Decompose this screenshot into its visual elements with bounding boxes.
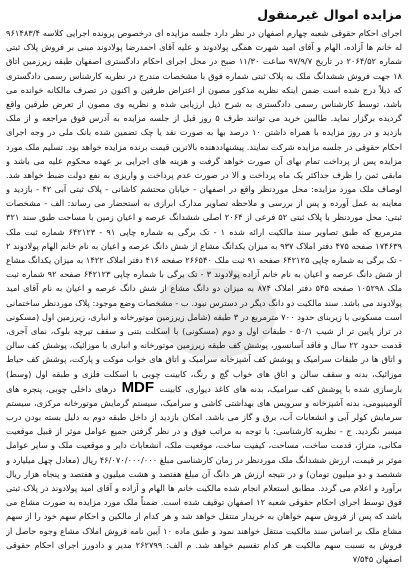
notice-body bbox=[6, 26, 402, 566]
notice-body-text-part-1: اجرای احکام حقوقی شعبه چهارم اصفهان در نظر دارد جلسه مزایده ای درخصوص پرونده اجرایی کلاسه ۹۶۱۴۸۳/۴ له خانم ها آزاده، الهام و آقای امید شهرت همگی پولادوند و علیه آقای احمدرضا پولادوند مبنی بر فروش پلاک ثبتی شماره ۲۰۶۴/۵۲ در تاریخ ۹۷/۹/۷ ساعت ۱۱/۳۰ صبح در محل اجرای احکام دادگستری اصفهان طبقه زیرزمین اتاق ۱۸ جهت فروش ششدانگ ملک به پلاک ثبتی شماره فوق با مشخصات مندرج در نظریه کارشناس رسمی دادگستری که ذیلاً درج شده است ضمن اینکه نظریه مذکور مصون از اعتراض طرفین و اکنون در تصرف مالکانه خوانده می باشد، توسط کارشناس رسمی دادگستری به شرح ذیل ارزیابی شده و نظریه وی مصون از تعرض طرفین واقع گردیده برگزار نماید. طالبین خرید می توانند طرف ۵ روز قبل از جلسه مزایده به آدرس فوق مراجعه و از ملک بازدید و در روز مزایده با همراه داشتن ۱۰ درصد بها به صورت نقد یا چک تضمین شده بانک ملی در وجه اجرای احکام حقوقی در جلسه مزایده شرکت نمایند. پیشنهاددهنده بالاترین قیمت برنده مزایده خواهد بود. تسلیم ملک مورد مزایده پس از پرداخت تمام بهای آن صورت خواهد گرفت و هزینه های اجرایی بر عهده محکوم علیه می باشد و مابقی ثمن را ظرف حداکثر یک ماه پرداخت و الا در صورت عدم پرداخت و واریزی به نفع دولت ضبط خواهد شد. اوصاف ملک مورد مزایده: محل موردنظر واقع در اصفهان - خیابان محتشم کاشانی - پلاک ثبتی آبی ۴۲ - بازدید و معاینه به عمل آورده و پس از بررسی و ملاحظه تصاویر مدارک ابرازی به استحضار می رساند: الف - مشخصات ثبتی: محل موردنظر با پلاک ثبتی ۵۲ فرعی از ۲۰۶۴ اصلی ششدانگ عرصه و اعیان زمین با مساحت طبق سند ۳۲۱ مترمربع که طبق تصاویر سند مالکیت ارائه شده ۱ - تک برگی به شماره چاپی ۹۱ - ۶۴۲۱۲۳ شماره ثبت ملک ۱۷۴۶۳۹ صفحه ۴۷۵ دفتر املاک ۹۳۷ به میزان یکدانگ مشاع از شش دانگ عرصه و اعیان به نام خانم الهام پولادوند ۲ - تک برگی به شماره چاپی ۶۴۲۱۲۵ صفحه ۹۱ ثبت ملک ۲۶۶۵۴۰ صفحه ۴۱۶ دفتر املاک ۱۴۲۲ به میزان یکدانگ مشاع از شش دانگ عرصه و اعیان به نام خانم آزاده پولادوند ۳ - تک برگی با شماره چاپی ۶۴۲۱۲۳ صفحه ۹۲ شماره ثبت ملک ۱۰۵۲۹۸ صفحه ۵۴۵ دفتر املاک ۸۷۴ به میزان دو دانگ مشاع از شش دانگ عرصه و اعیان به نام آقای امید پولادوند می باشد. سند مالکیت دو دانگ دیگر در دسترس نبود. ب - مشخصات وضع موجود: پلاک موردنظر ساختمانی است مسکونی با زیربنای حدود ۷۰۰ مترمربع در ۳ طبقه (شامل زیرزمین موتورخانه و انباری، زیرزمین اول (مسکونی در تراز پایین تر از شیب ۵۰/۱ - طبقات اول و دوم (مسکونی) با اسکلت بتنی و سقف تیرچه بلوک، نمای آجری، قدمت حدود ۲۲ سال و فاقد آسانسور، پوشش کف طبقه زیرزمین موتورخانه و انباری با موزائیک، پوشش کف سالن و اتاق ها در طبقات سرامیک و پوشش کف آشپزخانه سرامیک و اتاق های خواب موکت و پارکت، پوشش کف حیاط موزائیک، بدنه و سقف سالن و اتاق های خواب گچ و رنگ، کابینت چوبی با اسکلت فلزی و طبقه اول (وسط) بازسازی شده با پوشش کف سرامیک، بدنه های کاغذ دیواری، کابینت bbox=[6, 28, 402, 394]
notice-title: مزایده اموال غیرمنقول bbox=[257, 7, 402, 22]
mdf-badge: MDF bbox=[121, 378, 154, 396]
auction-notice bbox=[6, 6, 402, 570]
notice-body-text-part-2: درهای داخلی چوبی، پنجره های آلومینیومی، بدنه آشپزخانه و سرویس های بهداشتی کاشی و سرامیک، سیستم گرمایش موتورخانه مرکزی، سیستم سرمایش کولر آبی و انشعابات آب، برق و گاز می باشد. امکان بازدید از داخل طبقه دوم به دلیل بسته بودن درب میسر نگردید. ج - نظریه کارشناسی: با توجه به مراتب فوق و در نظر گرفتن جمیع عوامل موثر از قبیل موقعیت مکانی، متراژ، قدمت ساخت، مساحت، کیفیت ساخت، موقعیت ملک، انشعابات دایر و موقعیت ملک و سایر عوامل موثر بر قیمت، ارزش ششدانگ ملک موردنظر در زمان کارشناسی مبلغ ۴۶/۰۷۰/۰۰۰/۰۰۰ ریال (معادل چهل میلیارد و ششصد و دو میلیون تومان) و در نتیجه ارزش هر دانگ آن مبلغ هفتصد و هشت میلیون و هفتصد و پنجاه هزار ریال برآورد و اعلام می گردد. مطابق استعلام انجام شده مالکیت خانم ها الهام و آزاده و آقای امید پولادوند در پلاک ثبتی فوق توسط اجرای احکام حقوقی شعبه ۱۲ اصفهان توقیف شده است. ضمناً ملک مورد مزایده به صورت مشاع می باشد که پس از فروش سهم خواهان به خریدار منتقل خواهد شد و هر کدام از مالکین و احکام سهم خود را از سهم مشاع ملک بر اساس سند مالکیت منتقل خواهند نمود و طبق ماده ۱۰ آیین نامه فروش املاک مشاع وجوه حاصل از فروش به نسبت سهم مالکیت هر کدام تقسیم خواهد شد. م الف: ۲۶۲۷۹۹ مدیر و دادورز اجرای احکام حقوقی اصفهان ۷/۵۴۵ bbox=[6, 383, 402, 564]
